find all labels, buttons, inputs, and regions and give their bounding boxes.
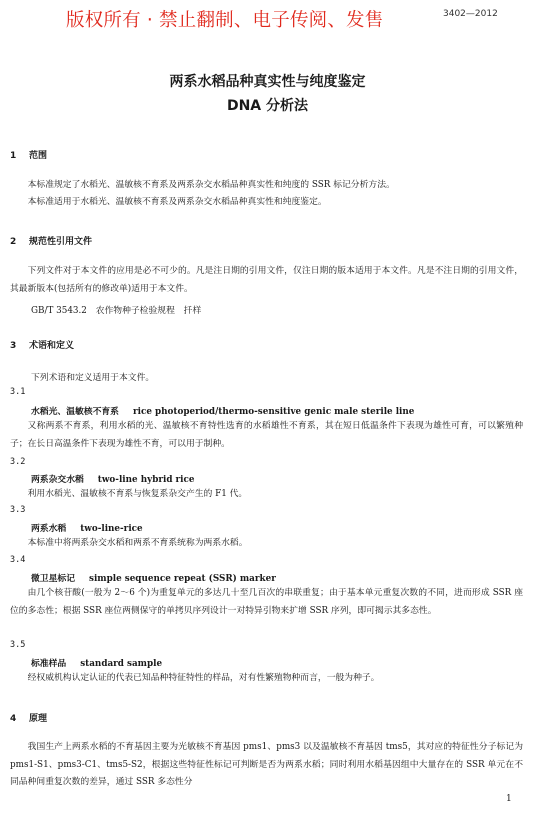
term-definition: 又称两系不育系，利用水稻的光、温敏核不育特性选育的水稻雄性不育系，其在短日低温条件下表现为雄性可育，可以繁殖种子；在长日高温条件下表现为雄性不育，可以用于制种。 (10, 421, 523, 449)
section-number: 3 (10, 341, 17, 351)
section-heading-terms (10, 338, 74, 351)
term-cn: 标准样品 (31, 659, 67, 669)
term-heading (31, 571, 276, 584)
term-number: 3.1 (10, 387, 26, 397)
term-definition: 经权威机构认定认证的代表已知品种特征特性的样品，对有性繁殖物种而言，一般为种子。 (27, 673, 380, 683)
term-en: rice photoperiod/thermo-sensitive genic male sterile line (132, 407, 415, 417)
section-title: 范围 (29, 151, 48, 161)
section-heading-scope (10, 148, 47, 161)
section-heading-principle (10, 711, 47, 724)
term-en: standard sample (80, 659, 163, 669)
term-definition: 由几个核苷酸(一般为 2～6 个)为重复单元的多达几十至几百次的串联重复；由于基本单元重复次数的不同，进而形成 SSR 座位的多态性；根据 SSR 座位两侧保守的单拷贝序列设计一对特异引物来扩增 SSR 序列，即可揭示其多态性。 (10, 588, 523, 616)
document-subtitle: DNA 分析法 (226, 98, 309, 114)
standard-code: 3402—2012 (443, 9, 498, 19)
term-cn: 微卫星标记 (31, 574, 75, 584)
page-number: 1 (506, 794, 512, 804)
term-definition: 利用水稻光、温敏核不育系与恢复系杂交产生的 F1 代。 (27, 489, 248, 499)
section-number: 1 (10, 151, 17, 161)
term-number: 3.2 (10, 457, 26, 467)
section-number: 2 (10, 237, 17, 247)
section-title: 规范性引用文件 (29, 237, 93, 247)
scope-paragraph-2: 本标准适用于水稻光、温敏核不育系及两系杂交水稻品种真实性和纯度鉴定。 (27, 197, 327, 207)
references-paragraph: 下列文件对于本文件的应用是必不可少的。凡是注日期的引用文件，仅注日期的版本适用于本文件。凡是不注日期的引用文件，其最新版本(包括所有的修改单)适用于本文件。 (10, 266, 523, 294)
term-cn: 两系水稻 (31, 524, 67, 534)
section-heading-references (10, 234, 92, 247)
term-en: simple sequence repeat (SSR) marker (89, 574, 276, 584)
reference-item: GB/T 3543.2 农作物种子检验规程 扦样 (31, 306, 202, 316)
term-en: two-line-rice (80, 524, 143, 534)
copyright-watermark: 版权所有 · 禁止翻制、电子传阅、发售 (66, 10, 384, 31)
term-number: 3.5 (10, 640, 26, 650)
terms-intro: 下列术语和定义适用于本文件。 (31, 373, 155, 383)
term-number: 3.3 (10, 505, 26, 515)
term-heading (31, 404, 414, 417)
principle-paragraph: 我国生产上两系水稻的不育基因主要为光敏核不育基因 pms1、pms3 以及温敏核不育基因 tms5，其对应的特征性分子标记为 pms1-S1、pms3-C1、tms5-S2，根据这些特征性标记可判断是否为两系水稻；同时利用水稻基因组中大量存在的 SSR 单元在不同品种间重复次数的差异，通过 SSR 多态性分 (10, 742, 523, 787)
term-definition: 本标准中将两系杂交水稻和两系不育系统称为两系水稻。 (27, 538, 248, 548)
scope-paragraph-1: 本标准规定了水稻光、温敏核不育系及两系杂交水稻品种真实性和纯度的 SSR 标记分析方法。 (27, 180, 395, 190)
section-title: 原理 (29, 714, 48, 724)
term-cn: 两系杂交水稻 (31, 475, 84, 485)
term-heading (31, 521, 143, 534)
section-number: 4 (10, 714, 17, 724)
section-title: 术语和定义 (29, 341, 75, 351)
term-en: two-line hybrid rice (97, 475, 195, 485)
document-title: 两系水稻品种真实性与纯度鉴定 (169, 74, 366, 90)
term-heading (31, 656, 162, 669)
term-heading (31, 472, 194, 485)
term-number: 3.4 (10, 555, 26, 565)
term-cn: 水稻光、温敏核不育系 (31, 407, 119, 417)
